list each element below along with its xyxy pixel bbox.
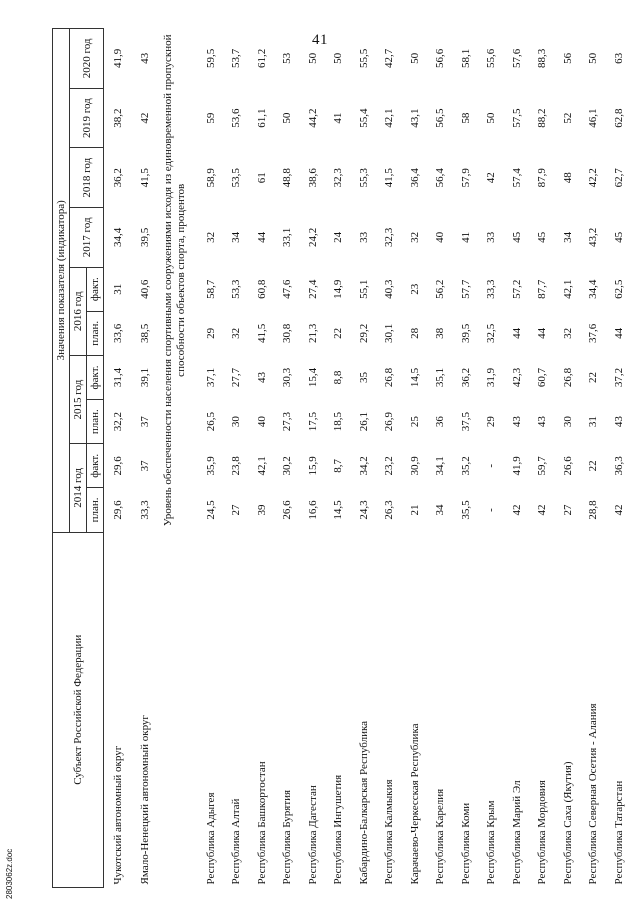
fact-header: факт. — [87, 267, 104, 311]
year-2014-header: 2014 год — [70, 444, 87, 532]
value-cell: 14,5 — [332, 500, 345, 520]
value-cell: 53,3 — [230, 279, 243, 299]
value-cell: 57,7 — [459, 279, 472, 299]
value-cell: 21,3 — [306, 323, 319, 343]
region-name-cell: Республика Татарстан — [612, 780, 625, 885]
value-cell: 14,5 — [408, 367, 421, 388]
value-cell: 58,9 — [204, 168, 217, 188]
value-cell: 22 — [587, 372, 600, 383]
value-cell: 45 — [536, 231, 549, 243]
value-cell: 37,1 — [204, 367, 217, 388]
value-cell: 38 — [434, 327, 447, 339]
table-row — [131, 29, 158, 888]
table-row — [351, 29, 377, 888]
value-cell: 87,9 — [536, 168, 549, 188]
value-cell: 39 — [255, 504, 268, 516]
value-cell: 40 — [434, 231, 447, 243]
value-cell: 58,7 — [204, 279, 217, 299]
value-cell: 61,1 — [255, 108, 268, 128]
value-cell: 59 — [204, 112, 217, 124]
region-name-cell: Республика Коми — [459, 802, 472, 885]
value-cell: 56,6 — [434, 48, 447, 69]
value-cell: 62,8 — [612, 108, 625, 128]
value-cell: 30,9 — [408, 456, 421, 476]
value-cell: 33 — [357, 231, 370, 243]
value-cell: 41,9 — [111, 48, 124, 69]
value-cell: 56,2 — [434, 279, 447, 299]
value-cell: 50 — [332, 52, 345, 64]
value-cell: - — [485, 508, 498, 512]
table-body — [104, 29, 632, 888]
value-cell: 35,1 — [434, 367, 447, 388]
value-cell: 32 — [561, 327, 574, 339]
value-cell: 32 — [230, 327, 243, 339]
value-cell: 36,2 — [459, 367, 472, 388]
value-cell: 32 — [408, 231, 421, 243]
value-cell: 37 — [138, 460, 151, 472]
value-cell: 60,7 — [536, 367, 549, 388]
value-cell: 38,6 — [306, 168, 319, 188]
value-cell: 30 — [561, 416, 574, 428]
value-cell: - — [485, 463, 498, 468]
value-cell: 27 — [230, 504, 243, 516]
value-cell: 44 — [536, 327, 549, 339]
value-cell: 30,8 — [281, 323, 294, 343]
table-row — [224, 29, 250, 888]
value-cell: 36,2 — [111, 168, 124, 188]
value-cell: 28 — [408, 327, 421, 339]
section-caption: Уровень обеспеченности населения спортивными сооружениями исходя из единовременной пропускной способности объектов спорта, процентов — [162, 34, 188, 527]
value-cell: 50 — [587, 52, 600, 64]
value-cell: 41,5 — [138, 168, 151, 188]
value-cell: 24 — [332, 231, 345, 243]
value-cell: 22 — [332, 327, 345, 339]
value-cell: 57,2 — [510, 279, 523, 299]
value-cell: 48 — [561, 172, 574, 184]
value-cell: 42,1 — [383, 108, 396, 128]
value-cell: 27,3 — [281, 412, 294, 432]
value-cell: 60,8 — [255, 279, 268, 299]
value-cell: 62,5 — [612, 279, 625, 299]
value-cell: 32 — [204, 231, 217, 243]
region-name-cell: Республика Башкортостан — [255, 761, 268, 885]
value-cell: 57,5 — [510, 108, 523, 128]
value-cell: 53,7 — [230, 48, 243, 69]
value-cell: 26,9 — [383, 412, 396, 432]
value-cell: 41 — [459, 231, 472, 243]
table-row — [402, 29, 428, 888]
value-cell: 57,4 — [510, 168, 523, 188]
value-cell: 38,2 — [111, 108, 124, 128]
value-cell: 55,4 — [357, 108, 370, 128]
value-cell: 40 — [255, 416, 268, 428]
region-name-cell: Республика Крым — [485, 800, 498, 885]
value-cell: 35,5 — [459, 500, 472, 520]
region-name-cell: Республика Адыгея — [204, 792, 217, 885]
year-2016-header: 2016 год — [70, 267, 87, 355]
region-name-cell: Чукотский автономный округ — [111, 745, 124, 885]
table-row — [581, 29, 607, 888]
value-cell: 42 — [485, 172, 498, 184]
region-name-cell: Республика Мордовия — [536, 780, 549, 885]
value-cell: 33 — [485, 231, 498, 243]
value-cell: 33,3 — [138, 500, 151, 520]
rotated-table-container — [52, 18, 625, 888]
value-cell: 29 — [485, 416, 498, 428]
value-cell: 30,2 — [281, 456, 294, 476]
table-row — [249, 29, 275, 888]
value-cell: 58,1 — [459, 48, 472, 69]
value-cell: 56 — [561, 52, 574, 64]
value-cell: 44,2 — [306, 108, 319, 128]
value-cell: 29,6 — [111, 456, 124, 476]
value-cell: 24,5 — [204, 500, 217, 520]
value-cell: 50 — [485, 112, 498, 124]
region-name-cell: Республика Калмыкия — [383, 779, 396, 885]
value-cell: 27 — [561, 504, 574, 516]
value-cell: 26,8 — [561, 367, 574, 388]
value-cell: 43,2 — [587, 227, 600, 247]
value-cell: 31,9 — [485, 367, 498, 388]
value-cell: 26,3 — [383, 500, 396, 520]
value-cell: 87,7 — [536, 279, 549, 299]
region-name-cell: Ямало-Ненецкий автономный округ — [138, 715, 151, 885]
value-cell: 59,5 — [204, 48, 217, 69]
value-cell: 56,5 — [434, 108, 447, 128]
value-cell: 58 — [459, 112, 472, 124]
value-cell: 50 — [408, 52, 421, 64]
value-cell: 34 — [434, 504, 447, 516]
value-cell: 26,6 — [561, 456, 574, 476]
value-cell: 8,7 — [332, 458, 345, 473]
value-cell: 15,4 — [306, 367, 319, 388]
value-cell: 28,8 — [587, 500, 600, 520]
year-2015-header: 2015 год — [70, 355, 87, 443]
value-cell: 61 — [255, 172, 268, 184]
plan-header: план. — [87, 311, 104, 355]
region-name-cell: Республика Северная Осетия - Алания — [587, 703, 600, 885]
value-cell: 55,1 — [357, 279, 370, 299]
table-row — [198, 29, 224, 888]
value-cell: 41,5 — [383, 168, 396, 188]
document-filename: 2803062z.doc — [5, 848, 14, 899]
value-cell: 37,2 — [612, 367, 625, 388]
table-row — [300, 29, 326, 888]
value-cell: 62,7 — [612, 168, 625, 188]
value-cell: 46,1 — [587, 108, 600, 128]
value-cell: 56,4 — [434, 168, 447, 188]
value-cell: 32,2 — [111, 412, 124, 432]
value-cell: 30,1 — [383, 323, 396, 343]
value-cell: 32,3 — [332, 168, 345, 188]
value-cell: 43 — [612, 416, 625, 428]
value-cell: 36,3 — [612, 456, 625, 476]
fact-header: факт. — [87, 444, 104, 488]
value-cell: 30,3 — [281, 367, 294, 388]
year-2020-header: 2020 год — [70, 29, 104, 89]
value-cell: 24,2 — [306, 227, 319, 247]
value-cell: 27,7 — [230, 367, 243, 388]
region-name-cell: Республика Саха (Якутия) — [561, 761, 574, 885]
value-cell: 55,3 — [357, 168, 370, 188]
value-cell: 34,2 — [357, 456, 370, 476]
value-cell: 25 — [408, 416, 421, 428]
region-name-cell: Республика Алтай — [230, 798, 243, 885]
value-cell: 31 — [587, 416, 600, 428]
value-cell: 42,7 — [383, 48, 396, 69]
region-name-cell: Республика Бурятия — [281, 789, 294, 885]
value-cell: 57,6 — [510, 48, 523, 69]
value-cell: 47,6 — [281, 279, 294, 299]
year-2019-header: 2019 год — [70, 88, 104, 148]
value-cell: 42 — [510, 504, 523, 516]
section-caption-row — [158, 29, 192, 888]
plan-header: план. — [87, 400, 104, 444]
value-cell: 41 — [332, 112, 345, 124]
value-cell: 37,6 — [587, 323, 600, 343]
value-cell: 40,6 — [138, 279, 151, 299]
value-cell: 34 — [230, 231, 243, 243]
value-cell: 34,4 — [111, 227, 124, 247]
region-name-cell: Республика Ингушетия — [332, 774, 345, 885]
value-cell: 43 — [255, 372, 268, 383]
value-cell: 26,8 — [383, 367, 396, 388]
value-cell: 52 — [561, 112, 574, 124]
table-row — [530, 29, 556, 888]
value-cell: 26,1 — [357, 412, 370, 432]
value-cell: 61,2 — [255, 48, 268, 69]
table-row — [453, 29, 479, 888]
region-name-cell: Кабардино-Балкарская Республика — [357, 720, 370, 885]
value-cell: 35,2 — [459, 456, 472, 476]
value-cell: 34,4 — [587, 279, 600, 299]
table-row — [555, 29, 581, 888]
value-cell: 38,5 — [138, 323, 151, 343]
value-cell: 24,3 — [357, 500, 370, 520]
value-cell: 43 — [510, 416, 523, 428]
value-cell: 34,1 — [434, 456, 447, 476]
value-cell: 88,3 — [536, 48, 549, 69]
value-cell: 32,3 — [383, 227, 396, 247]
value-cell: 15,9 — [306, 456, 319, 476]
value-cell: 39,5 — [138, 227, 151, 247]
indicator-group-header: Значения показателя (индикатора) — [53, 29, 70, 533]
value-cell: 48,8 — [281, 168, 294, 188]
value-cell: 50 — [306, 52, 319, 64]
value-cell: 55,5 — [357, 48, 370, 69]
value-cell: 29,2 — [357, 323, 370, 343]
region-name-cell: Республика Карелия — [434, 788, 447, 885]
value-cell: 39,1 — [138, 367, 151, 388]
value-cell: 18,5 — [332, 412, 345, 432]
year-2018-header: 2018 год — [70, 148, 104, 208]
table-row — [504, 29, 530, 888]
value-cell: 41,5 — [255, 323, 268, 343]
value-cell: 44 — [510, 327, 523, 339]
region-name-cell: Карачаево-Черкесская Республика — [408, 723, 421, 885]
year-2017-header: 2017 год — [70, 208, 104, 268]
value-cell: 16,6 — [306, 500, 319, 520]
region-name-cell: Республика Дагестан — [306, 785, 319, 885]
value-cell: 43 — [138, 52, 151, 64]
value-cell: 23 — [408, 283, 421, 295]
value-cell: 14,9 — [332, 279, 345, 299]
value-cell: 50 — [281, 112, 294, 124]
value-cell: 23,8 — [230, 456, 243, 476]
value-cell: 42,1 — [255, 456, 268, 476]
value-cell: 31 — [111, 283, 124, 295]
value-cell: 63 — [612, 52, 625, 64]
table-header — [53, 29, 104, 888]
table-row — [428, 29, 454, 888]
table-row — [479, 29, 505, 888]
value-cell: 26,6 — [281, 500, 294, 520]
value-cell: 37,5 — [459, 412, 472, 432]
value-cell: 34 — [561, 231, 574, 243]
value-cell: 37 — [138, 416, 151, 428]
value-cell: 59,7 — [536, 456, 549, 476]
value-cell: 21 — [408, 504, 421, 516]
value-cell: 23,2 — [383, 456, 396, 476]
value-cell: 41,9 — [510, 456, 523, 476]
value-cell: 45 — [612, 231, 625, 243]
table-row — [377, 29, 403, 888]
value-cell: 55,6 — [485, 48, 498, 69]
value-cell: 36,4 — [408, 168, 421, 188]
value-cell: 36 — [434, 416, 447, 428]
value-cell: 27,4 — [306, 279, 319, 299]
region-name-cell: Республика Марий Эл — [510, 780, 523, 885]
value-cell: 40,3 — [383, 279, 396, 299]
value-cell: 53,5 — [230, 168, 243, 188]
indicator-table — [52, 28, 632, 888]
value-cell: 44 — [612, 327, 625, 339]
value-cell: 33,3 — [485, 279, 498, 299]
value-cell: 42 — [138, 112, 151, 124]
value-cell: 44 — [255, 231, 268, 243]
table-row — [104, 29, 132, 888]
value-cell: 42,3 — [510, 367, 523, 388]
value-cell: 33,6 — [111, 323, 124, 343]
value-cell: 29 — [204, 327, 217, 339]
value-cell: 30 — [230, 416, 243, 428]
value-cell: 53 — [281, 52, 294, 64]
value-cell: 42 — [536, 504, 549, 516]
value-cell: 88,2 — [536, 108, 549, 128]
value-cell: 17,5 — [306, 412, 319, 432]
value-cell: 39,5 — [459, 323, 472, 343]
fact-header: факт. — [87, 355, 104, 399]
value-cell: 45 — [510, 231, 523, 243]
value-cell: 35,9 — [204, 456, 217, 476]
value-cell: 33,1 — [281, 227, 294, 247]
value-cell: 29,6 — [111, 500, 124, 520]
table-row — [275, 29, 301, 888]
value-cell: 42 — [612, 504, 625, 516]
value-cell: 31,4 — [111, 367, 124, 388]
caption-spacer-cell — [158, 532, 192, 887]
value-cell: 8,8 — [332, 370, 345, 385]
value-cell: 26,5 — [204, 412, 217, 432]
table-row — [326, 29, 352, 888]
value-cell: 35 — [357, 372, 370, 383]
table-row — [606, 29, 632, 888]
value-cell: 57,9 — [459, 168, 472, 188]
value-cell: 53,6 — [230, 108, 243, 128]
value-cell: 22 — [587, 460, 600, 472]
value-cell: 42,2 — [587, 168, 600, 188]
plan-header: план. — [87, 488, 104, 532]
page-number: 41 — [312, 32, 328, 48]
subject-column-header: Субъект Российской Федерации — [53, 532, 104, 887]
value-cell: 43 — [536, 416, 549, 428]
value-cell: 32,5 — [485, 323, 498, 343]
value-cell: 43,1 — [408, 108, 421, 128]
value-cell: 42,1 — [561, 279, 574, 299]
